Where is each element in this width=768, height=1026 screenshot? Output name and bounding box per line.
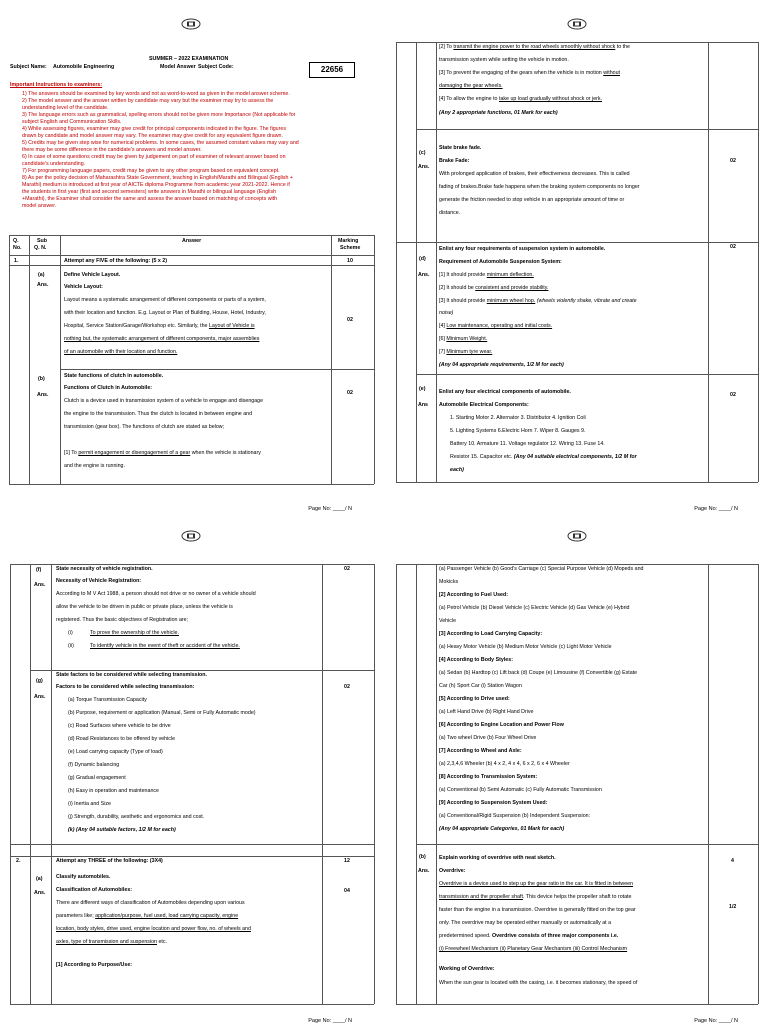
list-item: (c) Road Surfaces where vehicle to be drive bbox=[68, 723, 171, 729]
list-item: (g) Gradual engagement bbox=[68, 775, 126, 781]
answer-heading: [7] According to Wheel and Axle: bbox=[439, 748, 522, 754]
q1g-question: State factors to be considered while selecting transmission. bbox=[56, 672, 208, 678]
instruction-line: drawn by candidate and model answer may vary. The examiner may give credit for any equivalent figure drawn. bbox=[22, 133, 283, 139]
instruction-line: model answer. bbox=[22, 203, 57, 209]
col-no: No. bbox=[13, 245, 22, 251]
q1e-heading: Automobile Electrical Components: bbox=[439, 402, 529, 408]
instruction-line: understanding level of the candidate. bbox=[22, 105, 109, 111]
page-4 bbox=[390, 524, 764, 1026]
col-sub: Sub bbox=[37, 238, 48, 244]
answer-line: only. The overdrive may be operated either manually or automatically at a bbox=[439, 920, 612, 926]
answer-heading: [3] According to Load Carrying Capacity: bbox=[439, 631, 543, 637]
instruction-line: the students in first year (first and second semesters) write answers in Marathi or bilingual language (English bbox=[22, 189, 277, 195]
answer-line: [2] It should be consistent and provide stability. bbox=[439, 285, 549, 291]
answer-line: [1] It should provide minimum deflection. bbox=[439, 272, 534, 278]
q2b-question: Explain working of overdrive with neat sketch. bbox=[439, 855, 556, 861]
subject-name: Automobile Engineering bbox=[53, 64, 115, 70]
q2-text: Attempt any THREE of the following: (3X4) bbox=[56, 858, 163, 864]
q1b-question: State functions of clutch in automobile. bbox=[64, 373, 164, 379]
page-2 bbox=[390, 12, 764, 514]
list-item: (i) Inertia and Size bbox=[68, 801, 111, 807]
q2a-heading: Classification of Automobiles: bbox=[56, 887, 133, 893]
q1c-ans: Ans. bbox=[418, 164, 430, 170]
marks-note: (Any 04 appropriate requirements, 1/2 M for each) bbox=[439, 362, 564, 368]
answer-line: with their location and function. E.g. Layout or Plan of Building, House, Hotel, Industry, bbox=[64, 310, 266, 316]
answer-line: [3] It should provide minimum wheel hop. (wheels violently shake, vibrate and create bbox=[439, 298, 637, 304]
answer-line: When the sun gear is located with the casing, i.e. it becomes stationary, the speed of bbox=[439, 980, 638, 986]
list-marker: (i) bbox=[68, 630, 73, 636]
answer-line: (a) Two wheel Drive (b) Four Wheel Drive bbox=[439, 735, 537, 741]
page-number: Page No: ____/ N bbox=[308, 1018, 352, 1024]
marks-note: each) bbox=[450, 467, 464, 473]
answer-line: With prolonged application of brakes, their effectiveness decreases. This is called bbox=[439, 171, 630, 177]
answer-heading: [2] According to Fuel Used: bbox=[439, 592, 508, 598]
instruction-line: there may be some difference in the candidate's answers and model answer. bbox=[22, 147, 202, 153]
answer-line: registered. Thus the basic objectives of Registration are; bbox=[56, 617, 189, 623]
answer-line: (a) 2,3,4,6 Wheeler (b) 4 x 2, 4 x 4, 6 x 2, 6 x 4 Wheeler bbox=[439, 761, 570, 767]
q1c-heading: Brake Fade: bbox=[439, 158, 470, 164]
answer-line: (a) Conventional/Rigid Suspension (b) Independent Suspension: bbox=[439, 813, 591, 819]
q1-number: 1. bbox=[14, 258, 19, 264]
instruction-line: 3) The language errors such as grammatical, spelling errors should not be given more Importance (Not applicable for bbox=[22, 112, 296, 118]
q1d-ans: Ans. bbox=[418, 272, 430, 278]
msbte-logo-icon bbox=[181, 530, 201, 542]
instruction-line: subject English and Communication Skills. bbox=[22, 119, 122, 125]
q1d-heading: Requirement of Automobile Suspension System: bbox=[439, 259, 562, 265]
q1c-question: State brake fade. bbox=[439, 145, 482, 151]
msbte-logo-icon bbox=[567, 18, 587, 30]
page-number: Page No: ____/ N bbox=[308, 506, 352, 512]
answer-line: (a) Passenger Vehicle (b) Good's Carriage (c) Special Purpose Vehicle (d) Mopeds and bbox=[439, 566, 644, 572]
marks-note: (Any 2 appropriate functions, 01 Mark for each) bbox=[439, 110, 558, 116]
q1e-label: (e) bbox=[419, 386, 426, 392]
q1d-label: (d) bbox=[419, 256, 426, 262]
answer-line: 1. Starting Motor 2. Alternator 3. Distributor 4. Ignition Coil bbox=[450, 415, 586, 421]
q1e-ans: Ans bbox=[418, 402, 429, 408]
answer-line: (a) Sedan (b) Hardtop (c) Lift back (d) Coupe (e) Limousine (f) Convertible (g) Estate bbox=[439, 670, 638, 676]
q1a-marks: 02 bbox=[347, 317, 353, 323]
answer-line: [4] Low maintenance, operating and initial costs. bbox=[439, 323, 553, 329]
q2b-ans: Ans. bbox=[418, 868, 430, 874]
q1e-question: Enlist any four electrical components of automobile. bbox=[439, 389, 571, 395]
q1a-ans: Ans. bbox=[37, 282, 49, 288]
list-item: (j) Strength, durability, aesthetic and ergonomics and cost. bbox=[68, 814, 205, 820]
instruction-line: 6) In case of some questions credit may be given by judgement on part of examiner of relevant answer based on bbox=[22, 154, 286, 160]
answer-line: Clutch is a device used in transmission system of a vehicle to engage and disengage bbox=[64, 398, 264, 404]
answer-line: Vehicle bbox=[439, 618, 457, 624]
answer-line: [6] Minimum Weight. bbox=[439, 336, 488, 342]
answer-line: To identify vehicle in the event of theft or accident of the vehicle. bbox=[90, 643, 240, 649]
col-answer: Answer bbox=[182, 238, 202, 244]
answer-heading: [4] According to Body Styles: bbox=[439, 657, 513, 663]
q1g-heading: Factors to be considered while selecting transmission: bbox=[56, 684, 195, 690]
q1b-label: (b) bbox=[38, 376, 45, 382]
col-scheme: Scheme bbox=[340, 245, 361, 251]
answer-line: (a) Petrol Vehicle (b) Diesel Vehicle (c) Electric Vehicle (d) Gas Vehicle (e) Hybrid bbox=[439, 605, 630, 611]
exam-title: SUMMER – 2022 EXAMINATION bbox=[149, 56, 229, 62]
answer-line: of an automobile with their location and function. bbox=[64, 349, 178, 355]
answer-line: predetermined speed. Overdrive consists of three major components i.e. bbox=[439, 933, 619, 939]
answer-line: Battery 10. Armature 11. Voltage regulator 12. Wiring 13. Fuse 14. bbox=[450, 441, 605, 447]
q2b-marks: 4 bbox=[731, 858, 734, 864]
answer-line: [1] According to Purpose/Use: bbox=[56, 962, 133, 968]
q1f-question: State necessity of vehicle registration. bbox=[56, 566, 153, 572]
q1a-label: (a) bbox=[38, 272, 45, 278]
answer-line: [7] Minimum tyre wear. bbox=[439, 349, 493, 355]
answer-line: parameters like; application/purpose, fuel used, load carrying capacity, engine bbox=[56, 913, 239, 919]
list-marker: (ii) bbox=[68, 643, 74, 649]
answer-line: generate the friction needed to stop vehicle in an appropriate amount of time or bbox=[439, 197, 625, 203]
col-q: Q. bbox=[13, 238, 19, 244]
q1a-heading: Vehicle Layout: bbox=[64, 284, 103, 290]
answer-line: (a) Conventional (b) Semi Automatic (c) Fully Automatic Transmission bbox=[439, 787, 602, 793]
q1c-label: (c) bbox=[419, 150, 426, 156]
q1c-marks: 02 bbox=[730, 158, 736, 164]
instruction-line: candidate's understanding. bbox=[22, 161, 86, 167]
q1g-ans: Ans. bbox=[34, 694, 46, 700]
answer-line: allow the vehicle to be driven in public or private place, unless the vehicle is bbox=[56, 604, 233, 610]
answer-line: There are different ways of classification of Automobiles depending upon various bbox=[56, 900, 245, 906]
q2b-heading: Overdrive: bbox=[439, 868, 466, 874]
instruction-line: 1) The answers should be examined by key words and not as word-to-word as given in the model answer scheme. bbox=[22, 91, 290, 97]
subject-code-box: 22656 bbox=[309, 62, 355, 78]
answer-line: (i) Freewheel Mechanism (ii) Planetary Gear Mechanism (iii) Control Mechanism bbox=[439, 946, 628, 952]
instruction-line: 5) Credits may be given step wise for numerical problems. In some cases, the assumed constant values may vary and bbox=[22, 140, 299, 146]
answer-line: Overdrive is a device used to step up the gear ratio in the car. It is fitted in between bbox=[439, 881, 634, 887]
page-3 bbox=[4, 524, 378, 1026]
answer-heading: Working of Overdrive: bbox=[439, 966, 495, 972]
answer-line: (a) Heavy Motor Vehicle (b) Medium Motor Vehicle (c) Light Motor Vehicle bbox=[439, 644, 612, 650]
q1f-marks: 02 bbox=[344, 566, 350, 572]
answer-heading: [6] According to Engine Location and Power Flow bbox=[439, 722, 564, 728]
q2a-marks: 04 bbox=[344, 888, 350, 894]
instruction-line: 2) The model answer and the answer written by candidate may vary but the examiner may try to assess the bbox=[22, 98, 274, 104]
answer-line: the engine to the transmission. Thus the clutch is located in between engine and bbox=[64, 411, 253, 417]
col-qn: Q. N. bbox=[34, 245, 47, 251]
msbte-logo-icon bbox=[567, 530, 587, 542]
list-item: (h) Easy in operation and maintenance bbox=[68, 788, 159, 794]
q2a-question: Classify automobiles. bbox=[56, 874, 111, 880]
instruction-line: 4) While assessing figures, examiner may give credit for principal components indicated in the figure. The figures bbox=[22, 126, 286, 132]
marks-note: (Any 04 appropriate Categories, 01 Mark for each) bbox=[439, 826, 565, 832]
q2b-half-marks: 1/2 bbox=[729, 904, 737, 910]
col-marking: Marking bbox=[338, 238, 359, 244]
answer-line: Mokicks bbox=[439, 579, 459, 585]
q1f-ans: Ans. bbox=[34, 582, 46, 588]
q1-text: Attempt any FIVE of the following: (5 x 2) bbox=[64, 258, 167, 264]
instruction-line: 7) For programming language papers, credit may be given to any other program based on equivalent concept. bbox=[22, 168, 280, 174]
q2-marks: 12 bbox=[344, 858, 350, 864]
answer-line: (a) Left Hand Drive (b) Right Hand Drive bbox=[439, 709, 534, 715]
msbte-logo-icon bbox=[181, 18, 201, 30]
answer-line: Hospital, Service Station/Garage/Workshop etc. Similarly, the Layout of Vehicle is bbox=[64, 323, 255, 329]
answer-line: nothing but, the systematic arrangement of different components, major assemblies bbox=[64, 336, 260, 342]
q1d-question: Enlist any four requirements of suspension system in automobile. bbox=[439, 246, 606, 252]
q2a-label: (a) bbox=[36, 876, 43, 882]
instructions-title: Important Instructions to examiners: bbox=[10, 82, 103, 88]
page-1 bbox=[4, 12, 378, 514]
instruction-line: 8) As per the policy decision of Maharashtra State Government, teaching in English/Marathi and Bilingual (English + bbox=[22, 175, 294, 181]
list-item: (f) Dynamic balancing bbox=[68, 762, 120, 768]
q1e-marks: 02 bbox=[730, 392, 736, 398]
q1-marks: 10 bbox=[347, 258, 353, 264]
answer-line: According to M V Act 1988, a person should not drive or no owner of a vehicle should bbox=[56, 591, 256, 597]
answer-line: damaging the gear wheels. bbox=[439, 83, 503, 89]
instruction-line: Marathi) medium is introduced at first year of AICTE diploma Programme from academic year 2021-2022. Hence if bbox=[22, 182, 290, 188]
answer-line: faster than the engine in a transmission. Overdrive is generally fitted on the top gear bbox=[439, 907, 636, 913]
q1g-marks: 02 bbox=[344, 684, 350, 690]
q2b-label: (b) bbox=[419, 854, 426, 860]
q2-number: 2. bbox=[16, 858, 21, 864]
answer-line: distance. bbox=[439, 210, 461, 216]
page-number: Page No: ____/ N bbox=[694, 1018, 738, 1024]
answer-line: [3] To prevent the engaging of the gears when the vehicle is in motion without bbox=[439, 70, 621, 76]
answer-line: fading of brakes.Brake fade happens when the braking system components no longer bbox=[439, 184, 640, 190]
answer-line: and the engine is running. bbox=[64, 463, 125, 469]
list-item: (d) Road Resistances to be offered by vehicle bbox=[68, 736, 176, 742]
answer-line: transmission and the propeller shaft. This device helps the propeller shaft to rotate bbox=[439, 894, 632, 900]
answer-line: Car (h) Sport Car (i) Station Wagon bbox=[439, 683, 522, 689]
list-item: (a) Torque Transmission Capacity bbox=[68, 697, 147, 703]
answer-line: Resistor 15. Capacitor etc. (Any 04 suitable electrical components, 1/2 M for bbox=[450, 454, 637, 460]
q1f-heading: Necessity of Vehicle Registration: bbox=[56, 578, 142, 584]
answer-heading: [9] According to Suspension System Used: bbox=[439, 800, 548, 806]
answer-heading: [5] According to Drive used: bbox=[439, 696, 510, 702]
q1f-label: (f) bbox=[36, 567, 42, 573]
instruction-line: +Marathi), the Examiner shall consider the same and assess the answer based on matching of concepts with bbox=[22, 196, 278, 202]
q1b-marks: 02 bbox=[347, 390, 353, 396]
answer-line: transmission (gear box). The functions of clutch are stated as below; bbox=[64, 424, 225, 430]
list-item: (e) Load carrying capacity (Type of load) bbox=[68, 749, 163, 755]
q1a-question: Define Vehicle Layout. bbox=[64, 272, 121, 278]
subject-label: Subject Name: bbox=[10, 64, 47, 70]
list-item: (b) Purpose, requirement or application (Manual, Semi or Fully Automatic mode) bbox=[68, 710, 256, 716]
answer-line: 5. Lighting Systems 6.Electric Horn 7. Wiper 8. Gauges 9. bbox=[450, 428, 586, 434]
q1g-label: (g) bbox=[36, 678, 43, 684]
q1b-ans: Ans. bbox=[37, 392, 49, 398]
answer-line: axles, type of transmission and suspension etc. bbox=[56, 939, 168, 945]
answer-line: [2] To transmit the engine power to the road wheels smoothly without shock to the bbox=[439, 44, 631, 50]
answer-line: [1] To permit engagement or disengagement of a gear when the vehicle is stationary bbox=[64, 450, 261, 456]
marks-note: (k) (Any 04 suitable factors, 1/2 M for each) bbox=[68, 827, 176, 833]
subject-code-label: Subject Code: bbox=[198, 64, 234, 70]
answer-line: location, body styles, drive used, engine location and power flow, no. of wheels and bbox=[56, 926, 251, 932]
answer-line: To prove the ownership of the vehicle. bbox=[90, 630, 179, 636]
model-answer-label: Model Answer bbox=[160, 64, 196, 70]
q1b-heading: Functions of Clutch in Automobile: bbox=[64, 385, 153, 391]
q2a-ans: Ans. bbox=[34, 890, 46, 896]
q1d-marks: 02 bbox=[730, 244, 736, 250]
answer-line: transmission system while setting the vehicle in motion. bbox=[439, 57, 569, 63]
answer-line: noise) bbox=[439, 310, 454, 316]
answer-line: [4] To allow the engine to take up load gradually without shock or jerk. bbox=[439, 96, 603, 102]
answer-heading: [8] According to Transmission System: bbox=[439, 774, 538, 780]
answer-line: Layout means a systematic arrangement of different components or parts of a system, bbox=[64, 297, 266, 303]
page-number: Page No: ____/ N bbox=[694, 506, 738, 512]
